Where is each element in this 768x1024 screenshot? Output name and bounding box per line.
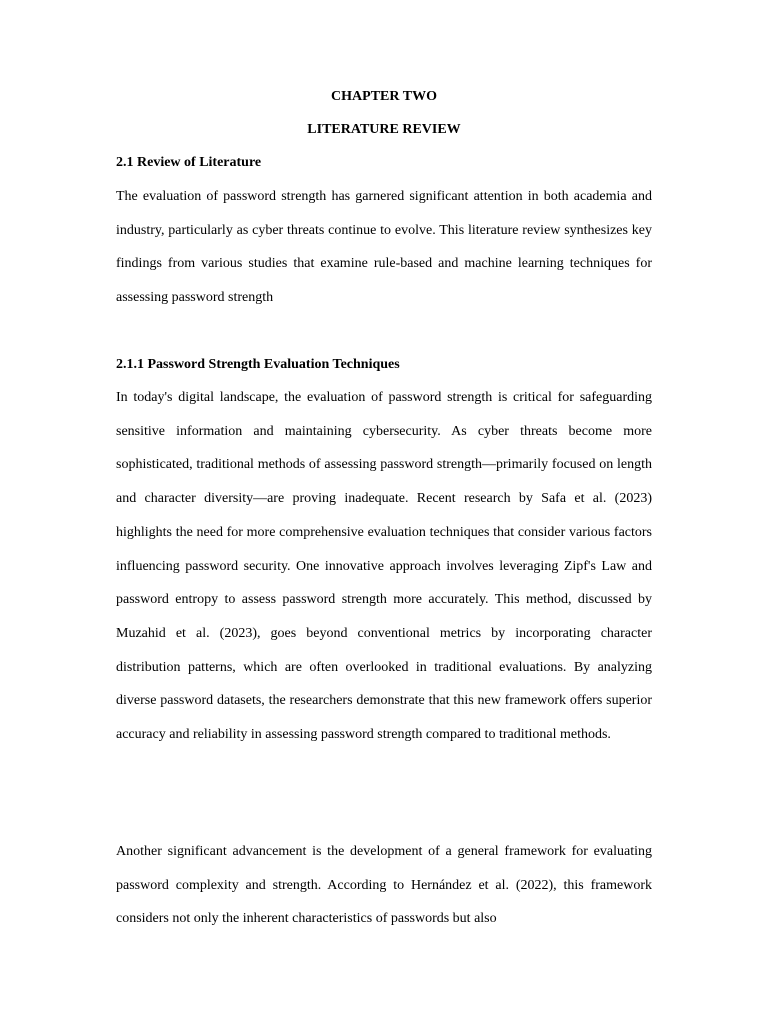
paragraph-review-of-literature: The evaluation of password strength has garnered significant attention in both academia and industry, particularly as cyber threats continue to evolve. This literature review synthesizes key findings from various studies that examine rule-based and machine learning techniques for assessing password strength <box>116 189 652 306</box>
chapter-title: CHAPTER TWO <box>331 89 437 104</box>
paragraph-evaluation-techniques: In today's digital landscape, the evaluation of password strength is critical for safeguarding sensitive information and maintaining cybersecurity. As cyber threats become more sophisticated, traditional methods of assessing password strength—primarily focused on length and character diversity—are proving inadequate. Recent research by Safa et al. (2023) highlights the need for more comprehensive evaluation techniques that consider various factors influencing password security. One innovative approach involves leveraging Zipf's Law and password entropy to assess password strength more accurately. This method, discussed by Muzahid et al. (2023), goes beyond conventional metrics by incorporating character distribution patterns, which are often overlooked in traditional evaluations. By analyzing diverse password datasets, the researchers demonstrate that this new framework offers superior accuracy and reliability in assessing password strength compared to traditional methods. <box>116 390 652 743</box>
chapter-subtitle: LITERATURE REVIEW <box>307 122 461 137</box>
paragraph-general-framework: Another significant advancement is the development of a general framework for evaluating password complexity and strength. According to Hernández et al. (2022), this framework considers not only the inherent characteristics of passwords but also <box>116 844 652 927</box>
section-heading-2-1-1: 2.1.1 Password Strength Evaluation Techniques <box>116 357 400 372</box>
section-heading-2-1: 2.1 Review of Literature <box>116 155 262 170</box>
